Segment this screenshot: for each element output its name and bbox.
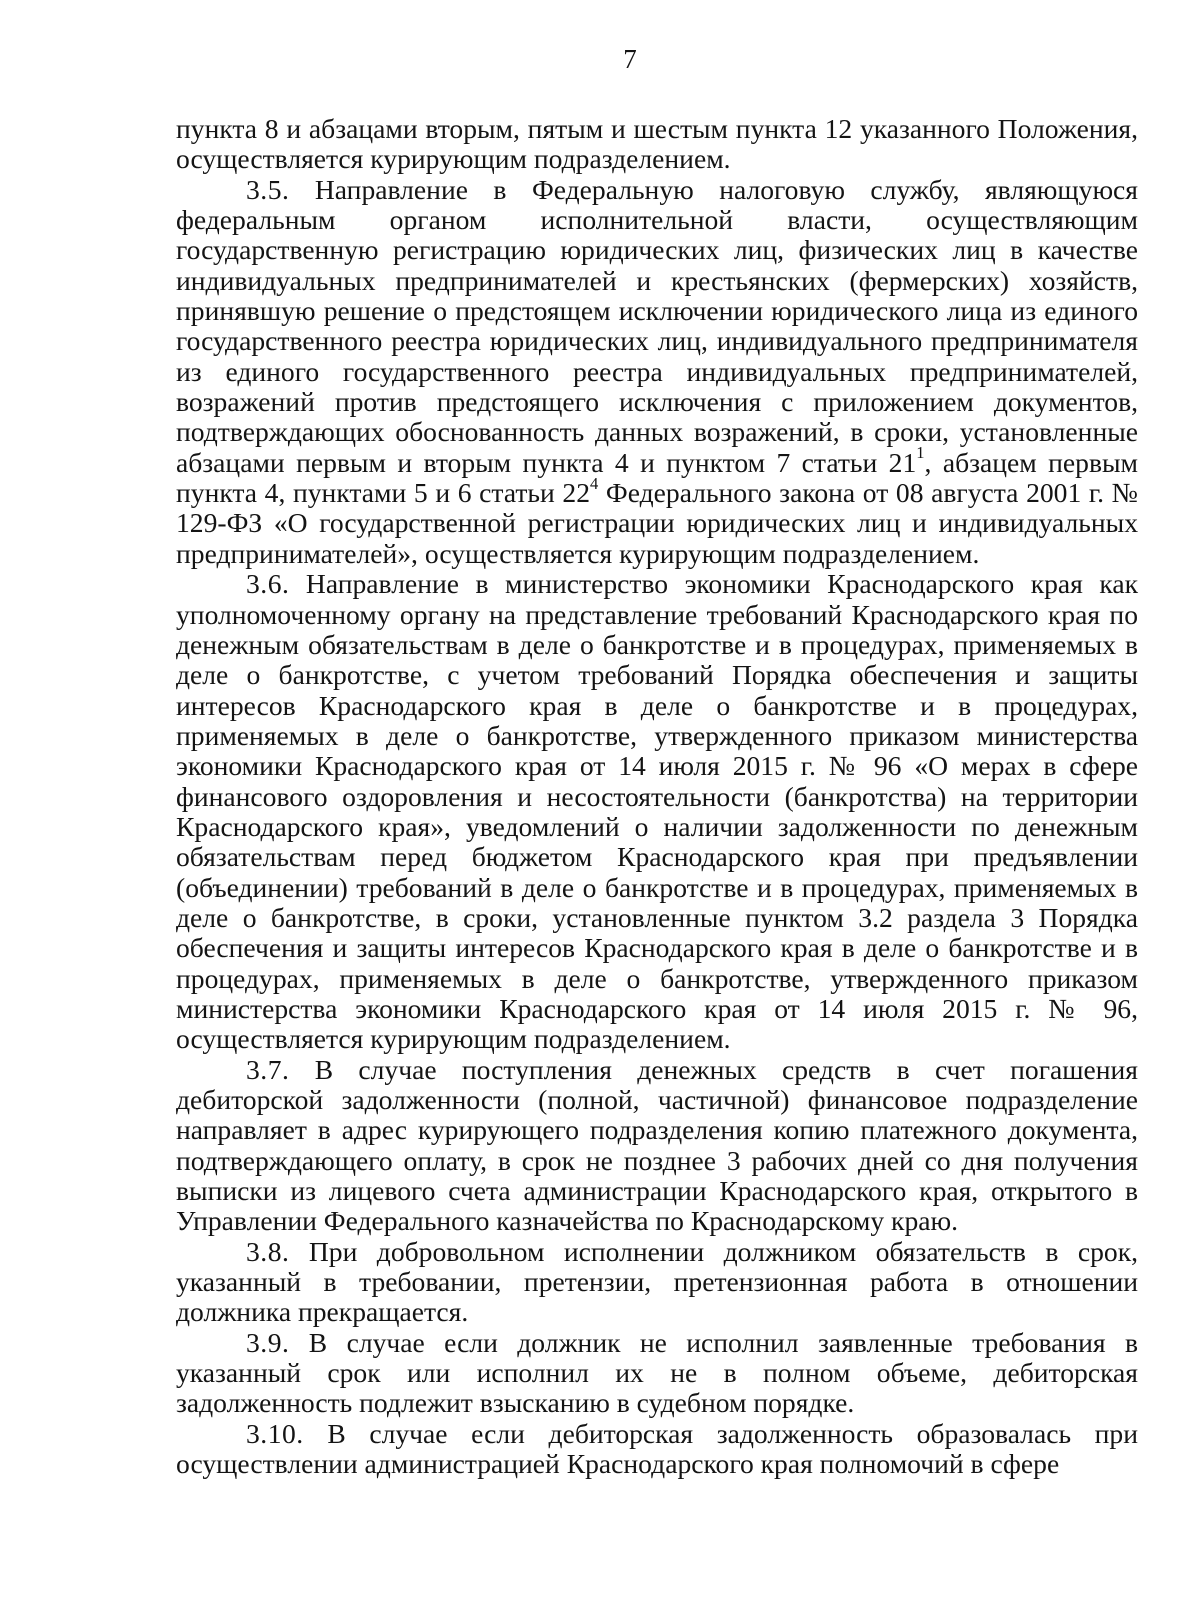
paragraph-text: При добровольном исполнении должником обязательств в срок, указанный в требовании, претензии, претензионная работа в отношении должника прекращается.: [176, 1235, 1138, 1328]
paragraph-3-7: [176, 1055, 1138, 1237]
paragraph-continuation: [176, 114, 1138, 175]
paragraph-3-10: [176, 1419, 1138, 1480]
paragraph-3-5: [176, 175, 1138, 569]
paragraph-3-6: [176, 569, 1138, 1055]
paragraph-number: 3.7.: [246, 1053, 290, 1085]
paragraph-text: Федерального закона от 08 августа 2001 г. № 129-ФЗ «О государственной регистрации юридических лиц и индивидуальных предпринимателей», осуществляется курирующим подразделением.: [176, 477, 1138, 569]
superscript: 1: [916, 443, 925, 463]
paragraph-3-8: [176, 1237, 1138, 1328]
paragraph-text: пункта 8 и абзацами вторым, пятым и шестым пункта 12 указанного Положения, осуществляется курирующим подразделением.: [176, 113, 1138, 175]
paragraph-number: 3.10.: [246, 1417, 304, 1449]
paragraph-text: Направление в министерство экономики Краснодарского края как уполномоченному органу на представление требований Краснодарского края по денежным обязательствам в деле о банкротстве и в процедурах, применяемых в деле о банкротстве, с учетом требований Порядка обеспечения и защиты интересов Краснодарского края в деле о банкротстве и в процедурах, применяемых в деле о банкротстве, утвержденного приказом министерства экономики Краснодарского края от 14 июля 2015 г. № 96 «О мерах в сфере финансового оздоровления и несостоятельности (банкротства) на территории Краснодарского края», уведомлений о наличии задолженности по денежным обязательствам перед бюджетом Краснодарского края при предъявлении (объединении) требований в деле о банкротстве и в процедурах, применяемых в деле о банкротстве, в сроки, установленные пунктом 3.2 раздела 3 Порядка обеспечения и защиты интересов Краснодарского края в деле о банкротстве и в процедурах, применяемых в деле о банкротстве, утвержденного приказом министерства экономики Краснодарского края от 14 июля 2015 г. № 96, осуществляется курирующим подразделением.: [176, 568, 1138, 1055]
paragraph-text: , абзацем первым пункта 4, пунктами 5 и 6 статьи 22: [176, 446, 1138, 509]
superscript: 4: [590, 473, 599, 493]
paragraph-number: 3.9.: [246, 1326, 290, 1358]
paragraph-text: Направление в Федеральную налоговую службу, являющуюся федеральным органом исполнительной власти, осуществляющим государственную регистрацию юридических лиц, физических лиц в качестве индивидуальных предпринимателей и крестьянских (фермерских) хозяйств, принявшую решение о предстоящем исключении юридического лица из единого государственного реестра юридических лиц, индивидуального предпринимателя из единого государственного реестра индивидуальных предпринимателей, возражений против предстоящего исключения с приложением документов, подтверждающих обоснованность данных возражений, в сроки, установленные абзацами первым и вторым пункта 4 и пунктом 7 статьи 21: [176, 173, 1139, 478]
paragraph-number: 3.5.: [246, 173, 290, 205]
paragraph-3-9: [176, 1328, 1138, 1419]
paragraph-text: В случае если должник не исполнил заявленные требования в указанный срок или исполнил их не в полном объеме, дебиторская задолженность подлежит взысканию в судебном порядке.: [176, 1326, 1138, 1419]
paragraph-number: 3.6.: [246, 568, 290, 600]
paragraph-text: В случае если дебиторская задолженность образовалась при осуществлении администрацией Краснодарского края полномочий в сфере: [176, 1417, 1138, 1480]
paragraph-text: В случае поступления денежных средств в счет погашения дебиторской задолженности (полной, частичной) финансовое подразделение направляет в адрес курирующего подразделения копию платежного документа, подтверждающего оплату, в срок не позднее 3 рабочих дней со дня получения выписки из лицевого счета администрации Краснодарского края, открытого в Управлении Федерального казначейства по Краснодарскому краю.: [176, 1053, 1138, 1237]
document-body: [176, 114, 1138, 1479]
paragraph-number: 3.8.: [246, 1235, 290, 1267]
page-number: 7: [623, 44, 637, 74]
